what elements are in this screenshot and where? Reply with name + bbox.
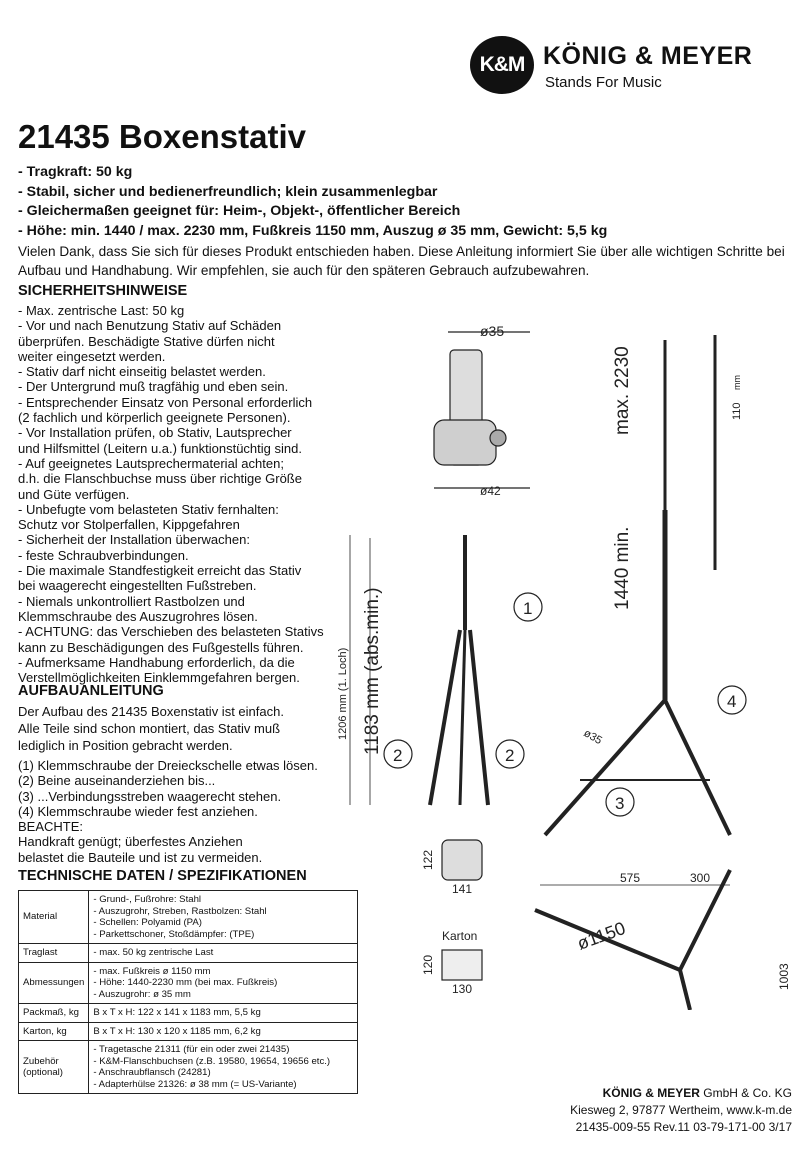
package-width-label: 122 (421, 849, 435, 870)
safety-line: - Auf geeignetes Lautsprechermaterial achten; (18, 455, 284, 471)
spec-line: - Parkettschoner, Stoßdämpfer: (TPE) (93, 928, 255, 940)
step-4-marker: 4 (727, 692, 737, 711)
spec-value (89, 891, 358, 944)
safety-line: kann zu Beschädigungen des Fußgestells führen. (18, 639, 304, 655)
assembly-step: (1) Klemmschraube der Dreieckschelle etwas lösen. (18, 758, 318, 773)
spec-value (89, 1004, 358, 1023)
safety-line: - Stativ darf nicht einseitig belastet werden. (18, 364, 266, 380)
feature-item: - Stabil, sicher und bedienerfreundlich; klein zusammenlegbar (18, 183, 438, 200)
spec-value (89, 944, 358, 963)
max-height-label: max. 2230 (612, 346, 633, 435)
safety-line: - ACHTUNG: das Verschieben des belasteten Stativs (18, 624, 324, 640)
footer-address: Kiesweg 2, 97877 Wertheim, www.k-m.de (570, 1103, 792, 1117)
height-1183-label: 1183 mm (abs.min.) (362, 587, 383, 755)
spec-key: Material (19, 891, 89, 944)
safety-line: überprüfen. Beschädigte Stative dürfen nicht (18, 333, 275, 349)
safety-line: Schutz vor Stolperfallen, Kippgefahren (18, 517, 240, 533)
safety-line: - Die maximale Standfestigkeit erreicht das Stativ (18, 563, 302, 579)
brand-slogan: Stands For Music (545, 74, 662, 91)
spec-line: - Anschraubflansch (24281) (93, 1067, 211, 1078)
logo-text: K&M (479, 53, 525, 76)
dim-1003-label: 1003 (777, 963, 791, 990)
brand-logo (470, 36, 770, 94)
spec-key: Zubehör (optional) (19, 1041, 89, 1094)
folded-stand-drawing (337, 535, 542, 805)
top-view-drawing (535, 870, 791, 1010)
spec-line: - Schellen: Polyamid (PA) (93, 917, 202, 928)
spec-line: - max. 50 kg zentrische Last (93, 947, 214, 958)
spec-line: - K&M-Flanschbuchsen (z.B. 19580, 19654, 19656 etc.) (93, 1055, 331, 1067)
assembly-heading: AUFBAUANLEITUNG (18, 683, 164, 699)
step-1-marker: 1 (523, 599, 533, 618)
table-row (19, 1004, 358, 1023)
dim-575-label: 575 (620, 871, 641, 885)
safety-line: - Vor Installation prüfen, ob Stativ, Lautsprecher (18, 425, 292, 441)
step-2-marker-left: 2 (393, 746, 403, 765)
assembly-intro-line: Der Aufbau des 21435 Boxenstativ ist einfach. (18, 704, 284, 719)
feature-item: - Tragkraft: 50 kg (18, 164, 133, 180)
assembly-steps (18, 758, 318, 865)
foot-circle-label: ø1150 (574, 917, 629, 954)
carton-width-label: 120 (421, 954, 435, 975)
tube-detail-drawing (434, 323, 530, 498)
step-3-marker: 3 (615, 794, 625, 813)
safety-line: weiter eingesetzt werden. (18, 348, 166, 364)
safety-list (18, 303, 338, 685)
table-row (19, 962, 358, 1004)
carton-depth-label: 130 (452, 982, 473, 996)
safety-line: - feste Schraubverbindungen. (18, 547, 189, 563)
km-logo-badge (470, 36, 534, 94)
safety-line: - Unbefugte vom belasteten Stativ fernhalten: (18, 501, 279, 517)
leg-diameter-label: ø35 (581, 727, 604, 748)
safety-line: (2 fachlich und körperlich geeignete Personen). (18, 410, 291, 426)
table-row (19, 1022, 358, 1041)
feature-item: - Gleichermaßen geeignet für: Heim-, Objekt-, öffentlicher Bereich (18, 203, 461, 219)
spec-line: - Auszugrohr: ø 35 mm (93, 988, 191, 1000)
safety-line: - Sicherheit der Installation überwachen: (18, 532, 250, 548)
safety-line: - Aufmerksame Handhabung erforderlich, da die (18, 654, 295, 670)
mm-unit-label: mm (732, 375, 742, 390)
package-depth-label: 141 (452, 882, 473, 896)
assembly-step: (4) Klemmschraube wieder fest anziehen. (18, 803, 258, 819)
spec-key: Abmessungen (19, 962, 89, 1004)
safety-line: - Vor und nach Benutzung Stativ auf Schäden (18, 318, 282, 334)
safety-line: d.h. die Flanschbuchse muss über richtige Größe (18, 471, 302, 487)
diameter-35-label: ø35 (480, 323, 505, 339)
safety-heading: SICHERHEITSHINWEISE (18, 283, 188, 299)
spec-table (18, 890, 358, 1094)
assembly-step: belastet die Bauteile und ist zu vermeiden. (18, 849, 263, 865)
table-row (19, 891, 358, 944)
step-2-marker-right: 2 (505, 746, 515, 765)
spec-value (89, 962, 358, 1004)
hole-spacing-label: 110 (731, 402, 743, 420)
technical-drawing (330, 310, 800, 1010)
assembly-step: (2) Beine auseinanderziehen bis... (18, 773, 216, 789)
spec-line: - Höhe: 1440-2230 mm (bei max. Fußkreis) (93, 977, 278, 988)
assembly-step: (3) ...Verbindungsstreben waagerecht stehen. (18, 788, 282, 804)
intro-text: Vielen Dank, dass Sie sich für dieses Produkt entschieden haben. Diese Anleitung informiert Sie über alle wichtigen Schritte bei Aufbau und Handhabung. Wir empfehlen, sie auch für den späteren Gebrauch aufzubewahren. (18, 244, 785, 278)
footer-company (520, 1085, 792, 1102)
assembly-intro-line: lediglich in Position gebracht werden. (18, 738, 233, 753)
spec-line: B x T x H: 130 x 120 x 1185 mm, 6,2 kg (93, 1025, 261, 1037)
footer-company-suffix: GmbH & Co. KG (699, 1086, 792, 1100)
footer (520, 1085, 792, 1136)
brand-name: KÖNIG & MEYER (543, 42, 753, 70)
page-title: 21435 Boxenstativ (18, 118, 306, 155)
carton-label: Karton (442, 929, 478, 943)
spec-line: B x T x H: 122 x 141 x 1183 mm, 5,5 kg (93, 1007, 261, 1018)
spec-line: - Tragetasche 21311 (für ein oder zwei 21435) (93, 1044, 290, 1055)
spec-line: - Grund-, Fußrohre: Stahl (93, 894, 202, 905)
safety-line: - Der Untergrund muß tragfähig und eben sein. (18, 379, 289, 395)
package-drawing (421, 840, 482, 996)
assembly-intro (18, 703, 284, 754)
feature-item: - Höhe: min. 1440 / max. 2230 mm, Fußkreis 1150 mm, Auszug ø 35 mm, Gewicht: 5,5 kg (18, 222, 608, 239)
spec-value (89, 1022, 358, 1041)
assembly-intro-line: Alle Teile sind schon montiert, das Stativ muß (18, 721, 281, 736)
safety-line: Verstellmöglichkeiten Einklemmgefahren bergen. (18, 670, 300, 686)
safety-line: und Güte verfügen. (18, 486, 130, 502)
safety-line: - Entsprechender Einsatz von Personal erforderlich (18, 394, 313, 410)
extended-stand-drawing (545, 335, 746, 835)
safety-line: bei waagerecht eingestellten Fußstreben. (18, 578, 257, 594)
assembly-step: Handkraft genügt; überfestes Anziehen (18, 834, 243, 850)
table-row (19, 1041, 358, 1094)
height-1206-label: 1206 mm (1. Loch) (337, 647, 349, 740)
spec-value (89, 1041, 358, 1094)
safety-line: - Niemals unkontrolliert Rastbolzen und (18, 593, 245, 609)
spec-line: - max. Fußkreis ø 1150 mm (93, 965, 211, 977)
footer-reference: 21435-009-55 Rev.11 03-79-171-00 3/17 (575, 1120, 792, 1134)
safety-line: - Max. zentrische Last: 50 kg (18, 303, 185, 318)
spec-key: Traglast (19, 944, 89, 963)
dim-300-label: 300 (690, 871, 711, 885)
spec-key: Packmaß, kg (19, 1004, 89, 1023)
footer-company-name: KÖNIG & MEYER (602, 1086, 700, 1100)
feature-list (18, 163, 607, 241)
min-height-label: 1440 min. (612, 526, 633, 610)
spec-key: Karton, kg (19, 1022, 89, 1041)
tech-heading: TECHNISCHE DATEN / SPEZIFIKATIONEN (18, 868, 307, 884)
spec-line: - Auszugrohr, Streben, Rastbolzen: Stahl (93, 905, 267, 917)
assembly-step: BEACHTE: (18, 819, 84, 835)
table-row (19, 944, 358, 963)
safety-line: Klemmschraube des Auszugrohres lösen. (18, 608, 258, 624)
spec-line: - Adapterhülse 21326: ø 38 mm (= US-Variante) (93, 1078, 297, 1090)
safety-line: und Hilfsmittel (Leitern u.a.) funktionstüchtig sind. (18, 440, 302, 456)
diameter-42-label: ø42 (480, 484, 501, 498)
